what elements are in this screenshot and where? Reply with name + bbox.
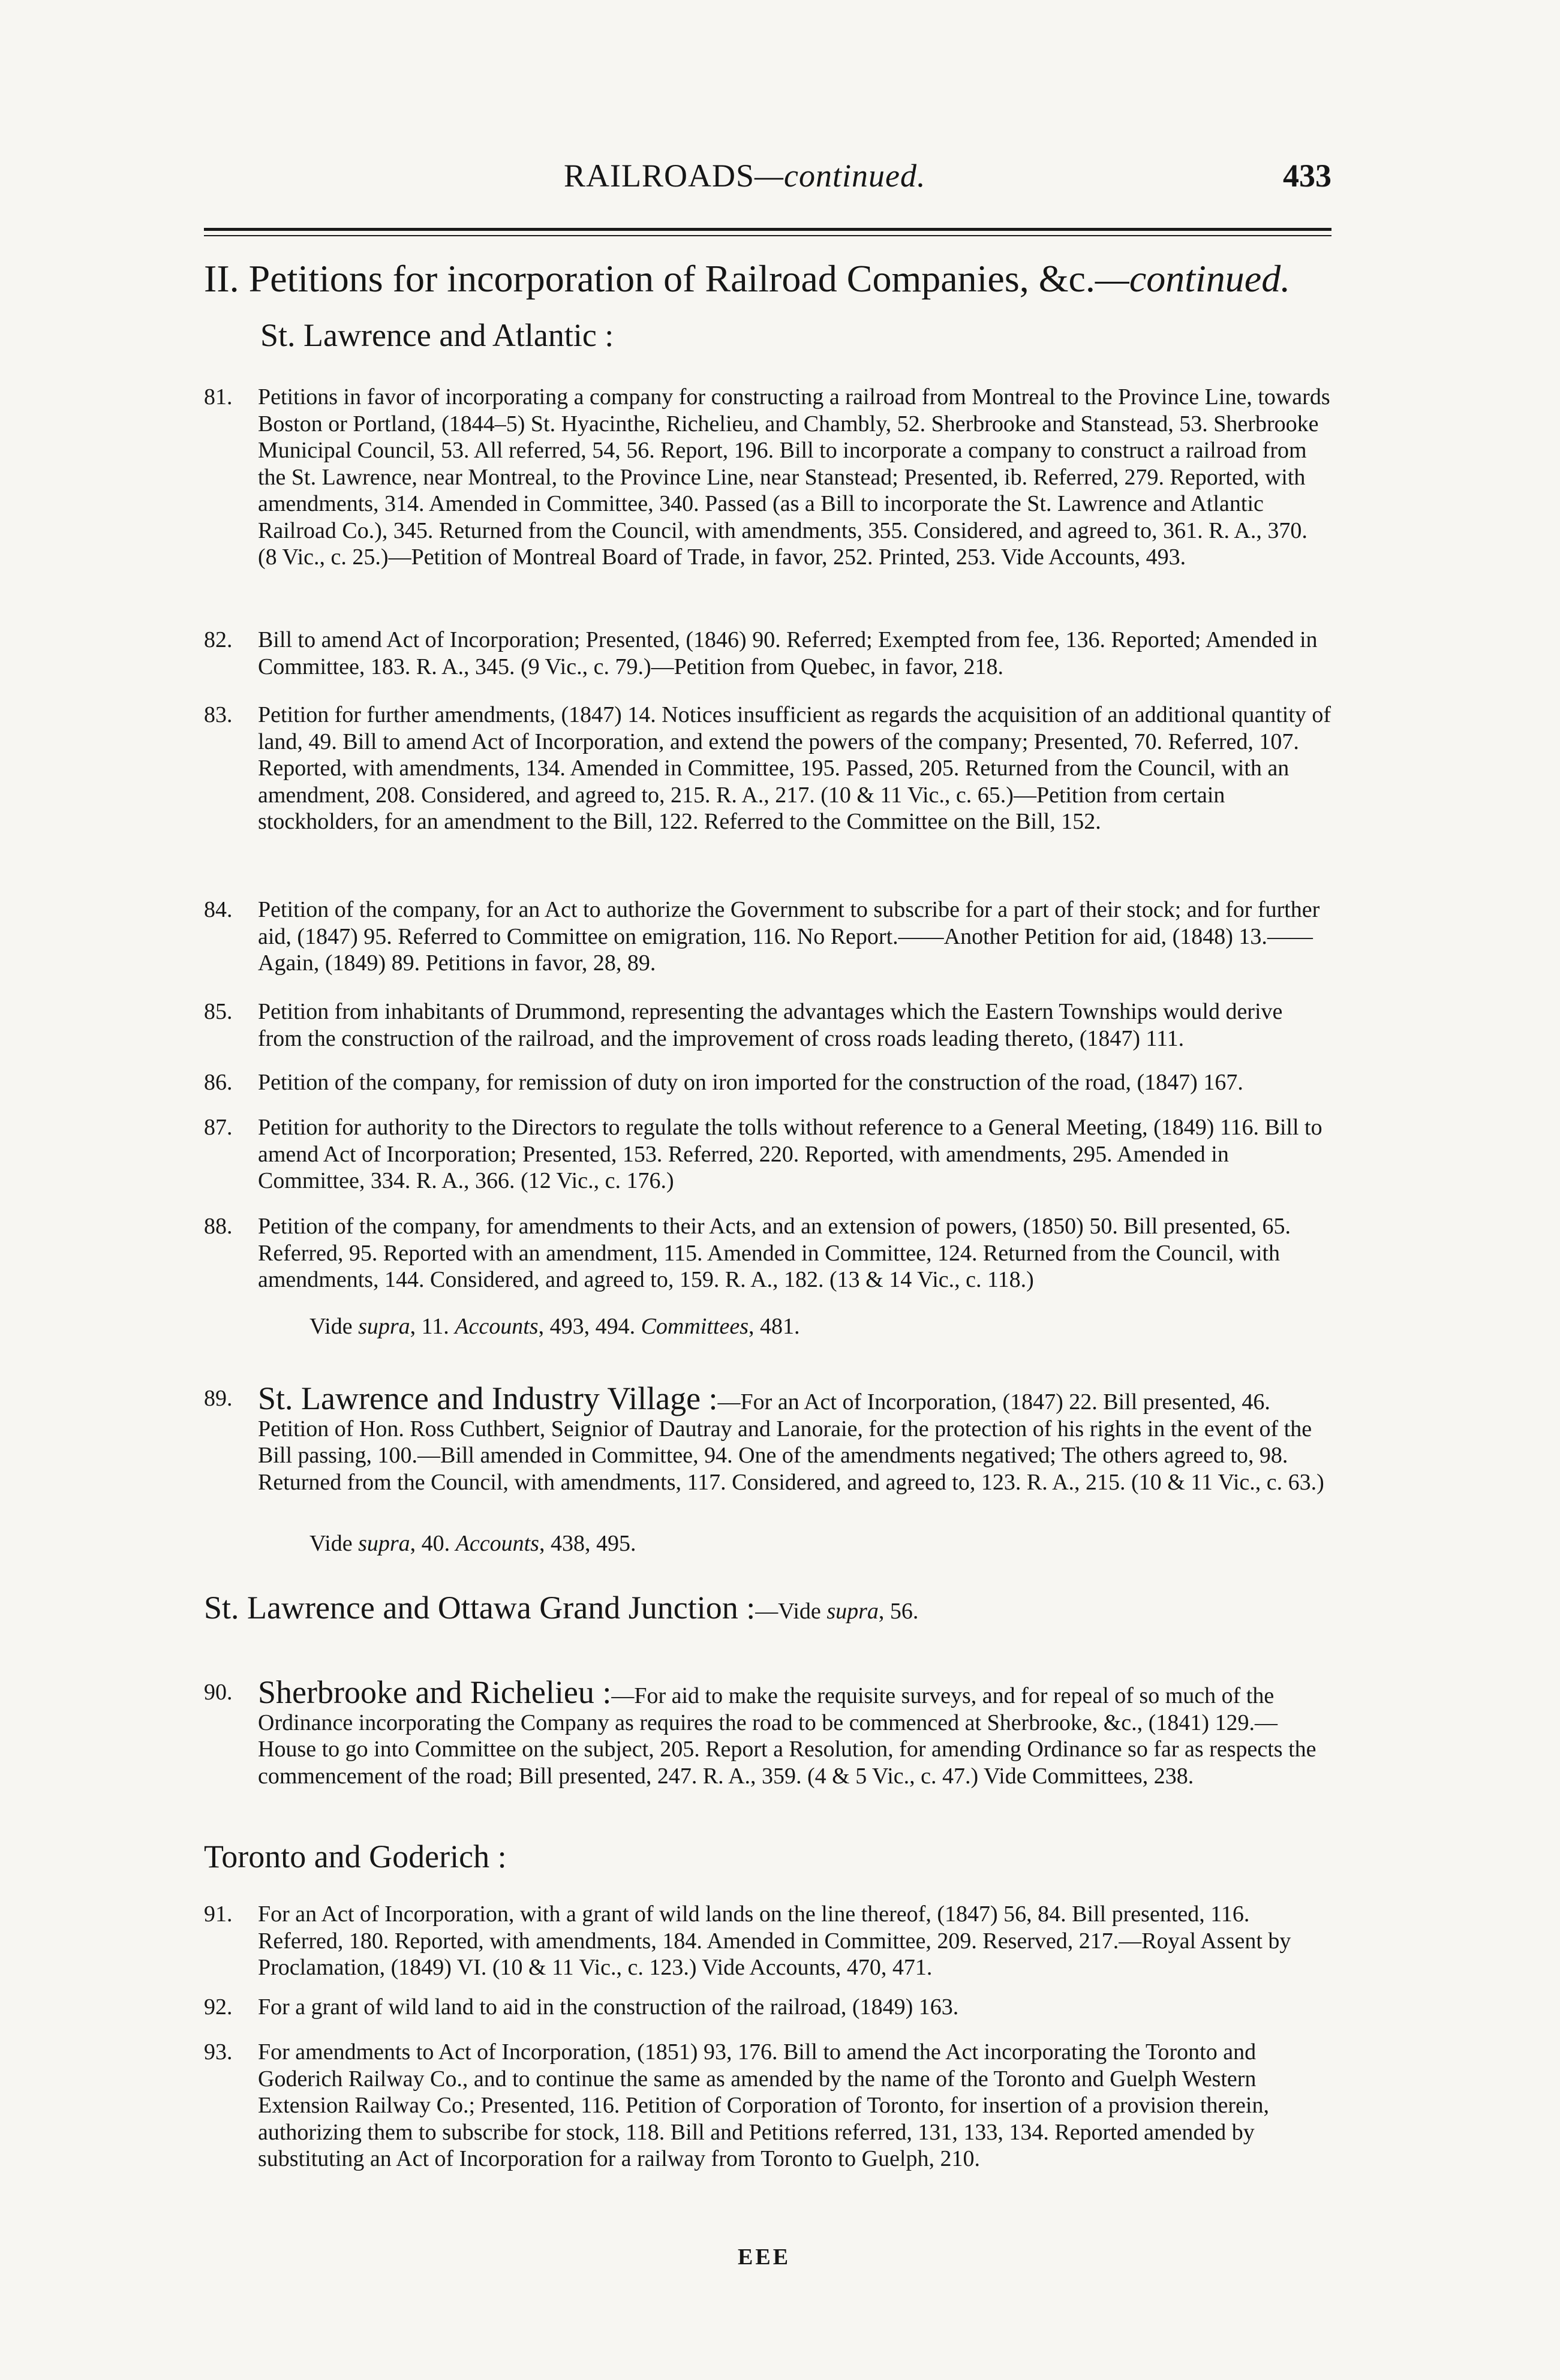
entry-92: 92. For a grant of wild land to aid in the construction of the railroad, (1849) 163.	[204, 1994, 959, 2020]
entry-89: 89. St. Lawrence and Industry Village :—For an Act of Incorporation, (1847) 22. Bill presented, 46. Petition of Hon. Ross Cuthbert, Seignior of Dautray and Lanoraie, for the protection of his rights in the event of the Bill passing, 100.—Bill amended in Committee, 94. One of the amendments negatived; The others agreed to, 98. Returned from the Council, with amendments, 117. Considered, and agreed to, 123. R. A., 215. (10 & 11 Vic., c. 63.)	[204, 1380, 1324, 1495]
entry-86: 86. Petition of the company, for remission of duty on iron imported for the construction of the road, (1847) 167.	[204, 1070, 1243, 1095]
entry-82: 82. Bill to amend Act of Incorporation; Presented, (1846) 90. Referred; Exempted from fee, 136. Reported; Amended in Committee, 183. R. A., 345. (9 Vic., c. 79.)—Petition from Quebec, in favor, 218.	[204, 627, 1318, 679]
heading-toronto-goderich: Toronto and Goderich :	[204, 1839, 507, 1874]
header-rule	[204, 228, 1331, 231]
entry-91: 91. For an Act of Incorporation, with a grant of wild lands on the line thereof, (1847) 56, 84. Bill presented, 116. Referred, 180. Reported, with amendments, 184. Amended in Committee, 209. Reserved, 217.—Royal Assent by Proclamation, (1849) VI. (10 & 11 Vic., c. 123.) Vide Accounts, 470, 471.	[204, 1901, 1291, 1980]
signature-mark: EEE	[738, 2244, 791, 2270]
page-number: 433	[1283, 158, 1331, 194]
entry-83: 83. Petition for further amendments, (1847) 14. Notices insufficient as regards the acquisition of an additional quantity of land, 49. Bill to amend Act of Incorporation, and extend the powers of the company; Presented, 70. Referred, 107. Reported, with amendments, 134. Amended in Committee, 195. Passed, 205. Returned from the Council, with an amendment, 208. Considered, and agreed to, 215. R. A., 217. (10 & 11 Vic., c. 65.)—Petition from certain stockholders, for an amendment to the Bill, 122. Referred to the Committee on the Bill, 152.	[204, 702, 1331, 834]
vide-after-89: Vide supra, 40. Accounts, 438, 495.	[309, 1531, 636, 1556]
entry-88: 88. Petition of the company, for amendments to their Acts, and an extension of powers, (1850) 50. Bill presented, 65. Referred, 95. Reported with an amendment, 115. Amended in Committee, 124. Returned from the Council, with amendments, 144. Considered, and agreed to, 159. R. A., 182. (13 & 14 Vic., c. 118.)	[204, 1214, 1291, 1292]
vide-after-88: Vide supra, 11. Accounts, 493, 494. Committees, 481.	[309, 1314, 800, 1339]
heading-st-lawrence-atlantic: St. Lawrence and Atlantic :	[260, 317, 614, 353]
heading-st-lawrence-ottawa: St. Lawrence and Ottawa Grand Junction :—Vide supra, 56.	[204, 1590, 919, 1626]
entry-89-lead: St. Lawrence and Industry Village :	[258, 1380, 718, 1416]
entry-93: 93. For amendments to Act of Incorporation, (1851) 93, 176. Bill to amend the Act incorporating the Toronto and Goderich Railway Co., and to continue the same as amended by the name of the Toronto and Guelph Western Extension Railway Co.; Presented, 116. Petition of Corporation of Toronto, for insertion of a provision therein, authorizing them to subscribe for stock, 118. Bill and Petitions referred, 131, 133, 134. Reported amended by substituting an Act of Incorporation for a railway from Toronto to Guelph, 210.	[204, 2039, 1269, 2171]
running-title: RAILROADS—continued.	[564, 158, 926, 194]
section-title: II. Petitions for incorporation of Railroad Companies, &c.—continued.	[204, 257, 1291, 300]
entry-90-lead: Sherbrooke and Richelieu :	[258, 1674, 612, 1710]
entry-81: 81. Petitions in favor of incorporating a company for constructing a railroad from Montreal to the Province Line, towards Boston or Portland, (1844–5) St. Hyacinthe, Richelieu, and Chambly, 52. Sherbrooke and Stanstead, 53. Sherbrooke Municipal Council, 53. All referred, 54, 56. Report, 196. Bill to incorporate a company to construct a railroad from the St. Lawrence, near Montreal, to the Province Line, near Stanstead; Presented, ib. Referred, 279. Reported, with amendments, 314. Amended in Committee, 340. Passed (as a Bill to incorporate the St. Lawrence and Atlantic Railroad Co.), 345. Returned from the Council, with amendments, 355. Considered, and agreed to, 361. R. A., 370. (8 Vic., c. 25.)—Petition of Montreal Board of Trade, in favor, 252. Printed, 253. Vide Accounts, 493.	[204, 384, 1330, 570]
entry-90: 90. Sherbrooke and Richelieu :—For aid to make the requisite surveys, and for repeal of so much of the Ordinance incorporating the Company as requires the road to be commenced at Sherbrooke, &c., (1841) 129.—House to go into Committee on the subject, 205. Report a Resolution, for amending Ordinance so far as respects the commencement of the road; Bill presented, 247. R. A., 359. (4 & 5 Vic., c. 47.) Vide Committees, 238.	[204, 1674, 1316, 1789]
entry-87: 87. Petition for authority to the Directors to regulate the tolls without reference to a General Meeting, (1849) 116. Bill to amend Act of Incorporation; Presented, 153. Referred, 220. Reported, with amendments, 295. Amended in Committee, 334. R. A., 366. (12 Vic., c. 176.)	[204, 1115, 1322, 1193]
entry-84: 84. Petition of the company, for an Act to authorize the Government to subscribe for a part of their stock; and for further aid, (1847) 95. Referred to Committee on emigration, 116. No Report.——Another Petition for aid, (1848) 13.——Again, (1849) 89. Petitions in favor, 28, 89.	[204, 897, 1320, 976]
running-head	[204, 157, 1331, 205]
header-rule-thin	[204, 235, 1331, 236]
entry-85: 85. Petition from inhabitants of Drummond, representing the advantages which the Eastern Townships would derive from the construction of the railroad, and the improvement of cross roads leading thereto, (1847) 111.	[204, 999, 1283, 1051]
